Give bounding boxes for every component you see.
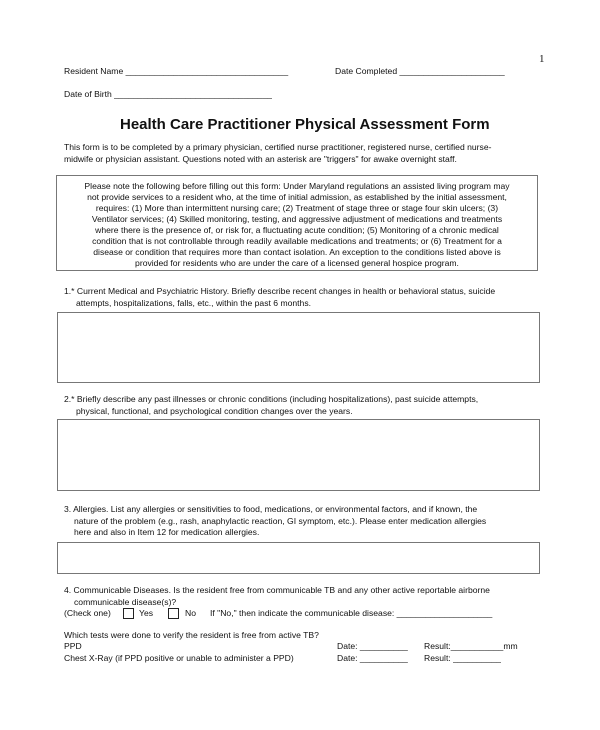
form-title: Health Care Practitioner Physical Assessment Form <box>120 116 490 133</box>
date-completed-field[interactable]: Date Completed ______________________ <box>335 66 505 76</box>
regulation-notice-box <box>56 175 538 271</box>
check-one-label: (Check one) <box>64 608 111 618</box>
date-of-birth-field[interactable]: Date of Birth _________________________________ <box>64 89 272 99</box>
no-label: No <box>185 608 196 618</box>
question-3-line: here and also in Item 12 for medication allergies. <box>74 527 260 537</box>
question-1-line: 1.* Current Medical and Psychiatric History. Briefly describe recent changes in health or behavioral status, suicide <box>64 286 496 296</box>
question-4-line: communicable disease(s)? <box>74 596 177 607</box>
question-2-line: physical, functional, and psychological condition changes over the years. <box>76 405 353 416</box>
yes-checkbox[interactable] <box>123 608 134 619</box>
no-checkbox[interactable] <box>168 608 179 619</box>
notice-line: where there is the presence of, or risk for, a fluctuating acute condition; (5) Monitoring of a chronic medical <box>95 225 499 235</box>
resident-name-field[interactable]: Resident Name __________________________________ <box>64 66 289 76</box>
question-3 <box>64 504 486 539</box>
intro-line: This form is to be completed by a primary physician, certified nurse practitioner, registered nurse, certified nurse- <box>64 142 492 152</box>
question-2-answer-box[interactable] <box>57 419 540 491</box>
intro-line: midwife or physician assistant. Questions noted with an asterisk are "triggers" for awake overnight staff. <box>64 153 457 164</box>
question-3-line: 3. Allergies. List any allergies or sensitivities to food, medications, or environmental factors, and if known, the <box>64 504 478 514</box>
chest-xray-result-field[interactable]: Result: __________ <box>424 653 501 663</box>
chest-xray-label: Chest X-Ray (if PPD positive or unable to administer a PPD) <box>64 653 294 663</box>
question-4 <box>64 585 490 608</box>
ppd-result-field[interactable]: Result:___________mm <box>424 641 518 651</box>
question-1 <box>64 286 495 309</box>
notice-line: not provide services to a resident who, at the time of initial admission, as established by the initial assessment, <box>87 192 507 202</box>
chest-xray-date-field[interactable]: Date: __________ <box>337 653 408 663</box>
notice-line: condition that is not controllable through readily available medications and treatments; or (6) Treatment for a <box>92 236 502 246</box>
notice-line: requires: (1) More than intermittent nursing care; (2) Treatment of stage three or stage four skin ulcers; (3) <box>95 203 499 213</box>
yes-label: Yes <box>139 608 154 618</box>
notice-line: Please note the following before filling out this form: Under Maryland regulations an assisted living program may <box>84 181 510 191</box>
question-1-line: attempts, hospitalizations, falls, etc., within the past 6 months. <box>76 297 312 308</box>
notice-line: Ventilator services; (4) Skilled monitoring, testing, and aggressive adjustment of medications and treatments <box>91 214 503 224</box>
question-4-line: 4. Communicable Diseases. Is the resident free from communicable TB and any other active reportable airborne <box>64 585 490 595</box>
page-number: 1 <box>539 53 545 65</box>
intro-paragraph <box>64 142 491 165</box>
communicable-disease-field[interactable]: If "No," then indicate the communicable disease: ____________________ <box>210 608 493 618</box>
tb-test-question: Which tests were done to verify the resident is free from active TB? <box>64 630 319 640</box>
notice-line: provided for residents who are under the care of a licensed general hospice program. <box>135 258 459 268</box>
question-3-line: nature of the problem (e.g., rash, anaphylactic reaction, GI symptom, etc.). Please enter medication allergies <box>74 515 487 526</box>
question-3-answer-box[interactable] <box>57 542 540 574</box>
question-1-answer-box[interactable] <box>57 312 540 383</box>
ppd-date-field[interactable]: Date: __________ <box>337 641 408 651</box>
ppd-label: PPD <box>64 641 82 651</box>
question-2 <box>64 394 478 417</box>
notice-line: disease or condition that requires more than contact isolation. An exception to the conditions listed above is <box>93 247 501 257</box>
question-2-line: 2.* Briefly describe any past illnesses or chronic conditions (including hospitalizations), past suicide attempts, <box>64 394 479 404</box>
